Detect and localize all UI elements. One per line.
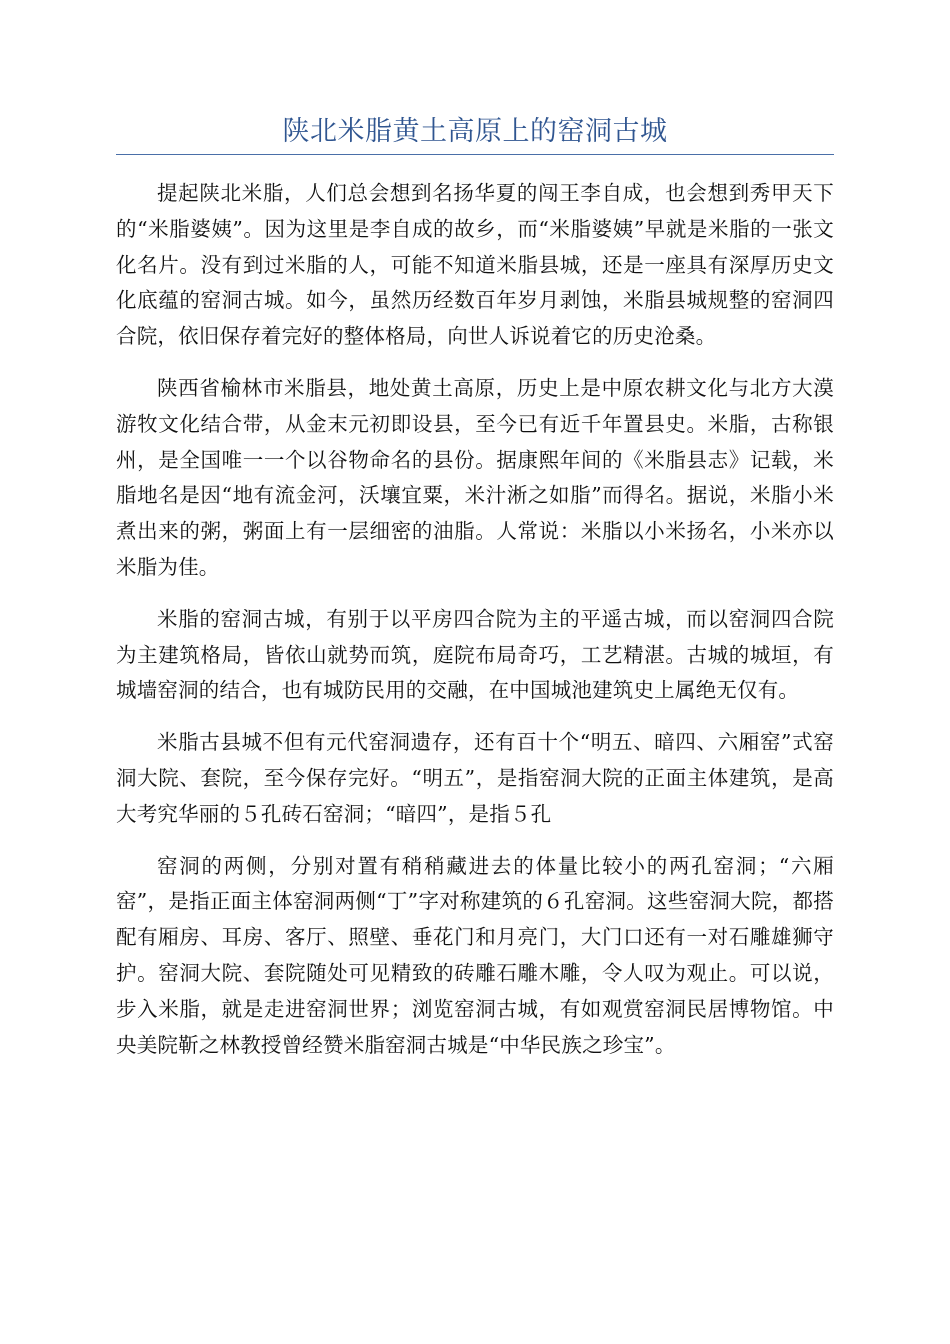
- document-title: 陕北米脂黄土高原上的窑洞古城: [282, 116, 668, 147]
- document-body: [116, 176, 834, 1079]
- title-underline: [116, 154, 834, 155]
- paragraph-1: 提起陕北米脂，人们总会想到名扬华夏的闯王李自成，也会想到秀甲天下的“米脂婆姨”。因为这里是李自成的故乡，而“米脂婆姨”早就是米脂的一张文化名片。没有到过米脂的人，可能不知道米脂县城，还是一座具有深厚历史文化底蕴的窑洞古城。如今，虽然历经数百年岁月剥蚀，米脂县城规整的窑洞四合院，依旧保存着完好的整体格局，向世人诉说着它的历史沧桑。: [116, 181, 834, 349]
- paragraph-4: 米脂古县城不但有元代窑洞遗存，还有百十个“明五、暗四、六厢窑”式窑洞大院、套院，至今保存完好。“明五”，是指窑洞大院的正面主体建筑，是高大考究华丽的５孔砖石窑洞；“暗四”，是指５孔: [116, 730, 834, 826]
- paragraph-2: 陕西省榆林市米脂县，地处黄土高原，历史上是中原农耕文化与北方大漠游牧文化结合带，从金末元初即设县，至今已有近千年置县史。米脂，古称银州，是全国唯一一个以谷物命名的县份。据康熙年间的《米脂县志》记载，米脂地名是因“地有流金河，沃壤宜粟，米汁淅之如脂”而得名。据说，米脂小米煮出来的粥，粥面上有一层细密的油脂。人常说：米脂以小米扬名，小米亦以米脂为佳。: [116, 375, 834, 579]
- paragraph-3: 米脂的窑洞古城，有别于以平房四合院为主的平遥古城，而以窑洞四合院为主建筑格局，皆依山就势而筑，庭院布局奇巧，工艺精湛。古城的城垣，有城墙窑洞的结合，也有城防民用的交融，在中国城池建筑史上属绝无仅有。: [116, 606, 834, 703]
- paragraph-5: 窑洞的两侧，分别对置有稍稍藏进去的体量比较小的两孔窑洞；“六厢窑”，是指正面主体窑洞两侧“丁”字对称建筑的６孔窑洞。这些窑洞大院，都搭配有厢房、耳房、客厅、照壁、垂花门和月亮门，大门口还有一对石雕雄狮守护。窑洞大院、套院随处可见精致的砖雕石雕木雕，令人叹为观止。可以说，步入米脂，就是走进窑洞世界；浏览窑洞古城，有如观赏窑洞民居博物馆。中央美院靳之林教授曾经赞米脂窑洞古城是“中华民族之珍宝”。: [116, 853, 834, 1057]
